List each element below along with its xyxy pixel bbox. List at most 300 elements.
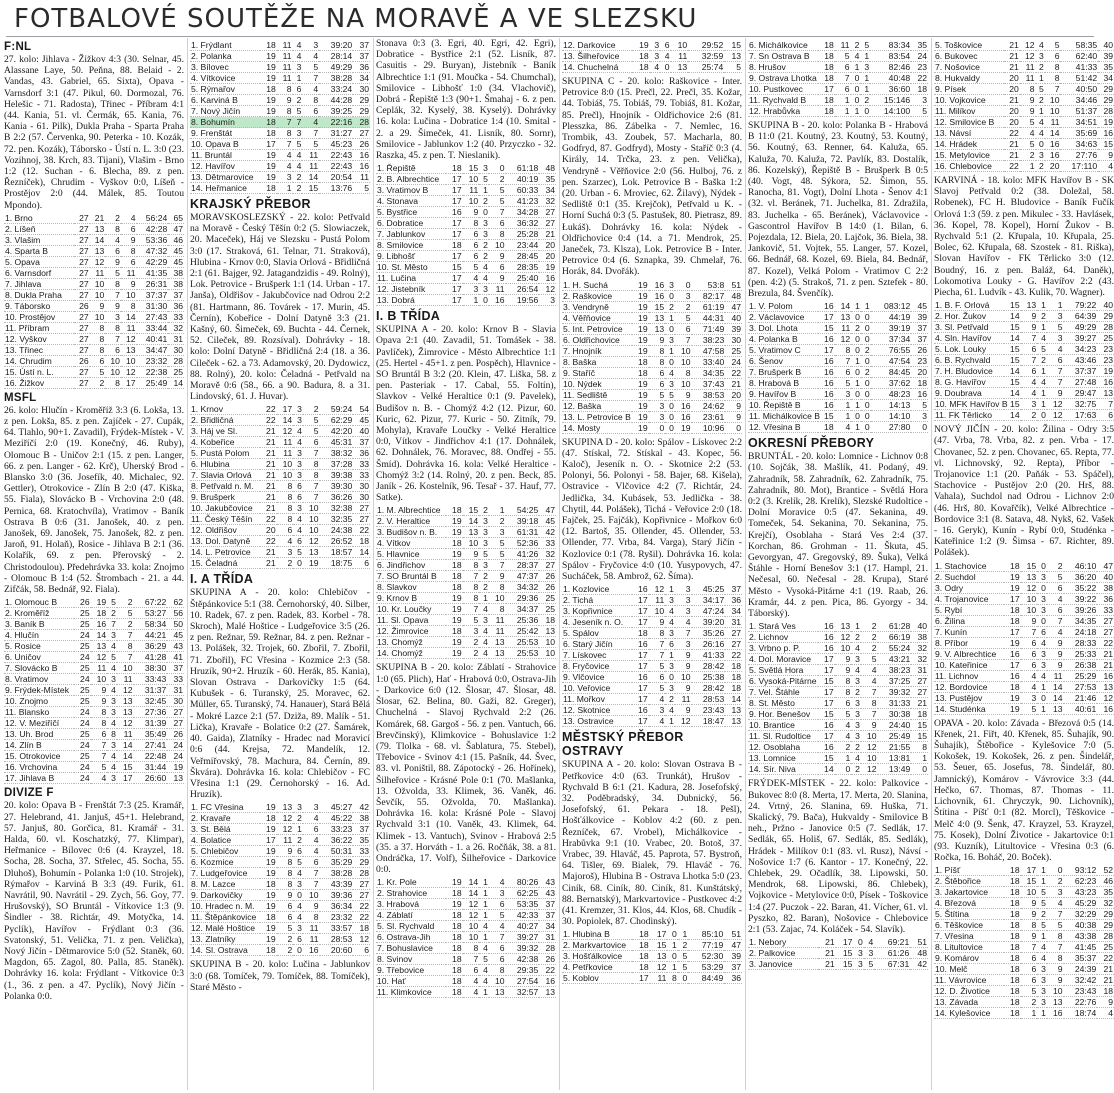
table-cell: 2 bbox=[851, 687, 861, 698]
table-cell: 21:46 bbox=[1064, 692, 1098, 703]
table-cell: 19 bbox=[1004, 637, 1021, 648]
table-row bbox=[748, 676, 928, 687]
table-cell: 15 bbox=[818, 323, 835, 334]
table-cell: 7 bbox=[1045, 84, 1061, 95]
table-row bbox=[748, 422, 928, 433]
table-cell: 3 bbox=[1047, 333, 1064, 344]
table-cell: 47 bbox=[539, 505, 556, 516]
table-row bbox=[934, 692, 1114, 703]
table-cell: 17 bbox=[818, 731, 835, 742]
table-cell: 21 bbox=[818, 959, 836, 970]
table-cell: 37 bbox=[353, 40, 370, 51]
table-cell: 84:49 bbox=[688, 973, 724, 984]
table-cell: 28:33 bbox=[1064, 637, 1098, 648]
table-cell: 31:33 bbox=[878, 698, 912, 709]
table-row bbox=[934, 73, 1114, 84]
table-cell: 12 bbox=[650, 962, 668, 973]
table-cell: 18 bbox=[1004, 942, 1021, 953]
team-name: 16. Chlebovice bbox=[934, 161, 1004, 172]
table-cell: 25 bbox=[168, 366, 184, 377]
table-cell: 7 bbox=[1021, 626, 1038, 637]
team-name: 3. Odry bbox=[934, 582, 1004, 593]
table-cell: 24 bbox=[911, 51, 928, 62]
table-cell: 36 bbox=[725, 595, 742, 606]
table-cell: 9 bbox=[91, 685, 108, 696]
team-name: 13. L. Petrovice B bbox=[563, 411, 631, 422]
table-cell: 27:36 bbox=[134, 707, 168, 718]
table-cell: 18 bbox=[260, 945, 277, 956]
team-name: 7. Hnojník bbox=[562, 345, 632, 356]
table-cell: 4 bbox=[293, 912, 303, 923]
table-cell: 39:36 bbox=[320, 890, 354, 901]
table-row bbox=[190, 128, 370, 139]
table-cell: 27 bbox=[353, 514, 370, 525]
table-cell: 13 bbox=[650, 951, 668, 962]
table-cell: 3 bbox=[665, 595, 675, 606]
table-cell: 16 bbox=[1097, 377, 1114, 388]
table-cell: 45:23 bbox=[319, 139, 353, 150]
table-cell: 6 bbox=[489, 954, 506, 965]
table-cell: 8 bbox=[463, 943, 480, 954]
league-table bbox=[562, 40, 742, 73]
table-cell: 10 bbox=[489, 976, 506, 987]
table-cell: 16 bbox=[1097, 670, 1114, 681]
team-name: 2. Markvartovice bbox=[562, 940, 632, 951]
table-cell: 0 bbox=[851, 367, 861, 378]
table-row bbox=[190, 934, 370, 945]
table-row bbox=[376, 229, 556, 240]
table-row bbox=[934, 670, 1114, 681]
table-cell: 25:33 bbox=[1064, 648, 1098, 659]
table-cell: 8 bbox=[121, 245, 137, 256]
table-cell: 18 bbox=[632, 940, 650, 951]
table-cell: 19 bbox=[446, 637, 463, 648]
team-name: 6. Ostrava-Jih bbox=[376, 932, 446, 943]
table-cell: 3 bbox=[851, 654, 861, 665]
table-cell: 14 bbox=[1047, 692, 1064, 703]
table-cell: 36 bbox=[353, 448, 370, 459]
table-cell: 1 bbox=[1037, 322, 1047, 333]
table-cell: 19 bbox=[260, 824, 277, 835]
table-cell: 11 bbox=[650, 973, 668, 984]
table-cell: 4 bbox=[861, 665, 878, 676]
table-cell: 8 bbox=[303, 459, 320, 470]
table-row bbox=[748, 632, 928, 643]
table-cell: 3 bbox=[303, 802, 320, 813]
team-name: 9. Táborsko bbox=[4, 300, 74, 311]
table-row bbox=[190, 802, 370, 813]
table-row bbox=[934, 931, 1114, 942]
table-row bbox=[4, 355, 184, 366]
table-row bbox=[934, 128, 1114, 139]
table-row bbox=[4, 762, 184, 773]
table-cell: 5 bbox=[293, 139, 303, 150]
table-cell: 4 bbox=[1047, 898, 1064, 909]
team-name: 9. Krnov B bbox=[376, 593, 446, 604]
table-row bbox=[562, 334, 742, 345]
table-cell: 8 bbox=[1045, 62, 1061, 73]
table-cell: 14 bbox=[1004, 333, 1021, 344]
table-cell: 6 bbox=[1021, 648, 1038, 659]
table-cell: 15 bbox=[1004, 322, 1021, 333]
section-heading: I. A TŘÍDA bbox=[190, 572, 254, 587]
table-cell: 39:27 bbox=[506, 932, 540, 943]
table-cell: 15:146 bbox=[870, 95, 911, 106]
table-cell: 0 bbox=[851, 389, 861, 400]
table-cell: 0 bbox=[649, 422, 666, 433]
table-cell: 47:58 bbox=[692, 345, 726, 356]
table-cell: 2 bbox=[678, 940, 688, 951]
table-cell: 26 bbox=[74, 300, 90, 311]
table-cell: 19 bbox=[260, 172, 277, 183]
table-cell: 12 bbox=[121, 366, 137, 377]
table-cell: 18 bbox=[818, 422, 835, 433]
table-cell: 2 bbox=[463, 648, 480, 659]
table-cell: 1 bbox=[479, 593, 489, 604]
team-name: 13. Návsí bbox=[934, 128, 1004, 139]
table-cell: 5 bbox=[864, 959, 874, 970]
table-cell: 6 bbox=[277, 912, 294, 923]
table-cell: 21 bbox=[260, 558, 277, 569]
table-cell: 23 bbox=[1097, 344, 1114, 355]
table-cell: 53:8 bbox=[692, 280, 726, 291]
table-cell: 18 bbox=[725, 683, 742, 694]
table-cell: 30 bbox=[725, 334, 742, 345]
table-cell: 18 bbox=[1004, 920, 1021, 931]
table-cell: 7 bbox=[302, 128, 319, 139]
table-row bbox=[190, 40, 370, 51]
team-name: 3. Háj ve Sl. bbox=[190, 426, 260, 437]
table-cell: 39:32 bbox=[878, 687, 912, 698]
table-cell: 21 bbox=[260, 459, 277, 470]
table-row bbox=[190, 890, 370, 901]
results-paragraph: Stonava 0:3 (3. Egri, 40. Egri, 42. Egri), Dobratice - Bystřice 2:1 (52. Lisník, 87. Casuitis - 29. Buryan), Jistebník - Baník Albrechtice 1:1 (91. Moučka - 54. Chumchal), Smilovice - Libhošť 1:0 (34. Vlachovič), Dobrá - Řepiště 1:3 (90+1. Šmahaj - 6. z pen. Ceplák, 32. Kyselý, 38. Kyselý). Dohrávky 16. kola: Lučina - Dobratice 1:4 (10. Smital - 2. a 29. Šimeček, 41. Lisník, 80. Sornr), Smilovice - Jablunkov 1:2 (40. Przyczko - 32. Raszka, 45. z pen. T. Nieslanik). bbox=[376, 38, 556, 162]
table-cell: 2 bbox=[675, 301, 692, 312]
table-cell: 13 bbox=[489, 648, 506, 659]
table-cell: 8 bbox=[105, 322, 121, 333]
team-name: 14. Chrudim bbox=[4, 355, 74, 366]
table-cell: 26 bbox=[539, 582, 556, 593]
team-name: 4. Sln. Havířov bbox=[934, 333, 1004, 344]
table-row bbox=[934, 997, 1114, 1008]
table-cell: 9 bbox=[1047, 659, 1064, 670]
table-cell: 0 bbox=[851, 312, 861, 323]
table-cell: 28:42 bbox=[692, 661, 726, 672]
table-row bbox=[190, 824, 370, 835]
table-cell: 6 bbox=[649, 672, 666, 683]
table-cell: 25 bbox=[539, 604, 556, 615]
team-name: 10. Hať bbox=[376, 976, 446, 987]
table-cell: 18:74 bbox=[1064, 1008, 1098, 1019]
table-cell: 6 bbox=[649, 378, 666, 389]
section-heading: F:NL bbox=[4, 41, 32, 53]
table-cell: 14 bbox=[463, 516, 480, 527]
table-cell: 14 bbox=[1004, 410, 1021, 421]
team-name: 6. B. Rychvald bbox=[934, 355, 1004, 366]
table-cell: 24:38 bbox=[320, 525, 354, 536]
table-cell: 0 bbox=[1036, 139, 1045, 150]
table-cell: 10 bbox=[90, 278, 106, 289]
table-cell: 11 bbox=[303, 923, 320, 934]
table-row bbox=[4, 289, 184, 300]
table-cell: 13 bbox=[835, 621, 852, 632]
table-cell: 19 bbox=[167, 762, 184, 773]
table-cell: 2 bbox=[479, 196, 489, 207]
table-cell: 9 bbox=[90, 300, 106, 311]
table-cell: 3 bbox=[107, 630, 117, 641]
table-cell: 4 bbox=[489, 877, 506, 888]
table-cell: 22:76 bbox=[1064, 997, 1098, 1008]
results-paragraph: FRÝDEK-MÍSTEK - 22. kolo: Palkovice - Bukovec 8:0 (8. Merta, 17. Merta, 20. Slanina, 24. Vrtný, 26. Slanina, 69. Huška, 71. Skalický, 79. Bača), Hukvaldy - Smilovice B neh., Pržno - Janovice 0:5 (7. Sedlák, 17. Sedlák, 65. Holiš, 67. Sedlák, 85. Sedlák), Hrádek - Milíkov 0:1 (83. vl. Rusz), Návsí - Nošovice 1:7 (6. Kantor - 17. Konečný, 22. Chlebek, 29. Očadlík, 38. Lipowski, 50. Mendrok, 68. Lipowski, 86. Chlebek), Vojkovice - Metylovice 0:0, Písek - Toškovice 1:4 (27. Puczok - 22. Baran, 41. Vícher, 61. vl. Pyszko, 82. Baran), Nošovice - Chlebovice 2:1 (53. Zajac, 74. Koláček - 54. Slavík). bbox=[748, 778, 928, 935]
team-name: 12. Baška bbox=[562, 400, 632, 411]
table-cell: 13 bbox=[303, 547, 320, 558]
table-cell: 18 bbox=[446, 943, 463, 954]
table-cell: 11 bbox=[277, 835, 294, 846]
table-cell: 10 bbox=[105, 366, 121, 377]
table-cell: 5 bbox=[1037, 344, 1047, 355]
table-cell: 40:19 bbox=[506, 174, 540, 185]
table-cell: 22:16 bbox=[319, 117, 353, 128]
table-cell: 18 bbox=[260, 40, 277, 51]
table-cell: 1 bbox=[1037, 399, 1047, 410]
table-cell: 83:34 bbox=[870, 40, 911, 51]
table-cell: 5 bbox=[835, 51, 851, 62]
table-cell: 3 bbox=[479, 218, 489, 229]
table-cell: 19 bbox=[260, 150, 277, 161]
table-cell: 3 bbox=[1047, 887, 1064, 898]
section-heading: DIVIZE F bbox=[4, 787, 54, 800]
table-cell: 7 bbox=[835, 356, 852, 367]
table-cell: 3 bbox=[665, 628, 675, 639]
table-cell: 28:42 bbox=[692, 683, 726, 694]
table-cell: 3 bbox=[851, 731, 861, 742]
table-cell: 35:37 bbox=[1064, 953, 1098, 964]
table-cell: 32:35 bbox=[320, 514, 354, 525]
table-cell: 0 bbox=[851, 84, 861, 95]
team-name: 5. Int. Petrovice bbox=[562, 323, 632, 334]
table-row bbox=[748, 959, 928, 970]
table-cell: 8 bbox=[90, 333, 106, 344]
table-cell: 19 bbox=[632, 40, 650, 51]
table-cell: 12 bbox=[861, 742, 878, 753]
team-name: 12. Skotnice bbox=[562, 705, 632, 716]
table-cell: 16 bbox=[632, 584, 649, 595]
table-cell: 8 bbox=[1021, 920, 1038, 931]
team-name: 6. Uničov bbox=[4, 652, 74, 663]
team-name: 9. Frenštát bbox=[190, 128, 260, 139]
table-cell: 19 bbox=[1004, 703, 1021, 714]
table-row bbox=[190, 857, 370, 868]
table-cell: 33:43 bbox=[134, 674, 168, 685]
table-cell: 0 bbox=[861, 323, 871, 334]
team-name: 5. Rosice bbox=[4, 641, 74, 652]
table-row bbox=[190, 481, 370, 492]
table-row bbox=[376, 571, 556, 582]
table-cell: 19 bbox=[446, 615, 463, 626]
table-cell: 10 bbox=[1021, 887, 1038, 898]
table-cell: 10 bbox=[861, 731, 878, 742]
table-cell: 28 bbox=[168, 355, 184, 366]
team-name: 10. Kateřinice bbox=[934, 659, 1004, 670]
table-row bbox=[748, 106, 928, 117]
table-row bbox=[4, 256, 184, 267]
league-table bbox=[562, 280, 742, 434]
table-cell: 19 bbox=[632, 290, 649, 301]
table-row bbox=[190, 835, 370, 846]
table-cell: 50 bbox=[167, 619, 184, 630]
table-row bbox=[748, 621, 928, 632]
table-cell: 8 bbox=[489, 604, 506, 615]
table-cell: 39 bbox=[1098, 51, 1114, 62]
table-cell: 5 bbox=[479, 174, 489, 185]
table-cell: 6 bbox=[293, 934, 303, 945]
table-cell: 10 bbox=[463, 174, 480, 185]
table-cell: 19 bbox=[632, 400, 649, 411]
table-cell: 20 bbox=[1045, 161, 1061, 172]
table-cell: 39 bbox=[724, 951, 742, 962]
table-cell: 25:74 bbox=[688, 62, 724, 73]
table-cell: 6 bbox=[303, 857, 320, 868]
table-cell: 59:24 bbox=[320, 404, 354, 415]
table-cell: 22 bbox=[260, 536, 277, 547]
team-name: 6. Těškovice bbox=[934, 920, 1004, 931]
table-cell: 12 bbox=[463, 899, 480, 910]
table-cell: 25:40 bbox=[506, 273, 540, 284]
table-cell: 10 bbox=[463, 921, 480, 932]
table-cell: 17 bbox=[650, 929, 668, 940]
table-cell: 37 bbox=[911, 334, 928, 345]
table-cell: 34:37 bbox=[506, 604, 540, 615]
table-row bbox=[190, 525, 370, 536]
table-cell: 27 bbox=[539, 560, 556, 571]
table-cell: 0 bbox=[293, 945, 303, 956]
table-cell: 7 bbox=[117, 652, 134, 663]
table-cell: 28:53 bbox=[320, 934, 354, 945]
table-cell: 10 bbox=[121, 289, 137, 300]
table-row bbox=[190, 150, 370, 161]
table-row bbox=[376, 549, 556, 560]
team-name: 10. Řepiště B bbox=[748, 400, 818, 411]
table-cell: 27 bbox=[353, 879, 370, 890]
table-cell: 8 bbox=[649, 356, 666, 367]
table-cell: 28:37 bbox=[506, 560, 540, 571]
table-cell: 1 bbox=[665, 716, 675, 727]
table-cell: 3 bbox=[479, 163, 489, 174]
table-cell: 35 bbox=[911, 40, 928, 51]
table-cell: 10 bbox=[303, 525, 320, 536]
team-name: 7. Lískovec bbox=[562, 650, 632, 661]
team-name: 12. V. Meziříčí bbox=[4, 718, 74, 729]
table-cell: 24 bbox=[74, 652, 91, 663]
table-cell: 17 bbox=[818, 654, 835, 665]
table-cell: 67:31 bbox=[874, 959, 910, 970]
table-cell: 20 bbox=[1004, 84, 1020, 95]
table-row bbox=[4, 696, 184, 707]
table-row bbox=[748, 345, 928, 356]
table-cell: 7 bbox=[293, 117, 303, 128]
table-cell: 8 bbox=[105, 223, 121, 234]
table-row bbox=[748, 720, 928, 731]
team-name: 1. V. Polom bbox=[748, 301, 818, 312]
table-cell: 18 bbox=[632, 367, 649, 378]
team-name: 4. Jeseník n. O. bbox=[562, 617, 632, 628]
table-cell: 11 bbox=[90, 267, 106, 278]
table-cell: 16 bbox=[1004, 670, 1021, 681]
table-cell: 9 bbox=[675, 683, 692, 694]
table-cell: 6 bbox=[293, 481, 303, 492]
table-cell: 35 bbox=[1098, 62, 1114, 73]
table-row bbox=[4, 267, 184, 278]
results-paragraph: SKUPINA C - 20. kolo: Raškovice - Inter. Petrovice 8:0 (15. Prečl, 22. Prečl, 35. Kožar, 44. Tobiáš, 75. Tobiáš, 79. Tobiáš, 81. Kožar, 85. Prečl), Hnojník - Oldřichovice 2:6 (81. Plesszka, 86. Zábelka - 7. Nemlec, 16. Trombik, 43. Zoubek, 57. Macharla, 80. Godfryd, 87. Godfryd), Mosty - Staříč 0:3 (4. Király, 14. Trčka, 23. z pen. Velička), Vendryně - Věřňovice 2:0 (56. Hulboj, 76. z pen. Szarzec), Lok. Petrovice B - Baška 1:2 (20. Urban - 6. Mroviec, 62. Žilavý), Nýdek - Sedliště 0:1 (35. Krejčok), Petřvald u K. - Horní Suchá 0:3 (5. Pastušek, 80. Pietrasz, 89. Łukáš). Dohrávky 16. kola: Nýdek - Oldřichovice 0:4 (14. a 71. Mendrok, 25. Janeček, 73. Klsza), Lok. Petrovice B - Inter. Petrovice 0:4 (6. Sznapka, 39. Chmelař, 76. Horák, 84. Dvořák). bbox=[562, 76, 742, 278]
table-cell: 2 bbox=[479, 251, 489, 262]
table-cell: 16 bbox=[632, 672, 649, 683]
table-cell: 15 bbox=[117, 762, 134, 773]
team-name: 10. Melč bbox=[934, 964, 1004, 975]
team-name: 8. Hrušov bbox=[748, 62, 818, 73]
team-name: 2. Štěbořice bbox=[934, 876, 1004, 887]
table-cell: 32 bbox=[168, 322, 184, 333]
table-cell: 25 bbox=[74, 608, 91, 619]
table-cell: 27 bbox=[74, 333, 90, 344]
team-name: 11. Sl. Rudoltice bbox=[748, 731, 818, 742]
table-cell: 7 bbox=[105, 333, 121, 344]
table-cell: 19 bbox=[632, 411, 649, 422]
table-cell: 7 bbox=[303, 868, 320, 879]
results-paragraph: NOVÝ JIČÍN - 20. kolo: Žilina - Odry 3:5 (47. Vrba, 78. Vrba, 82. z pen. Vrba - 17. Chovanec, 52. z pen. Chovanec, 65. Repta, 77. vl. Lichnovský, 92. Repta), Příbor - Trojanovice 1:1 (20. Paňák - 53. Spáčel), Stachovice - Pustějov 2:0 (20. Hrš, 88. Vahala), Suchdol nad Odrou - Lichnov 2:0 (46. Hrš, 80. Kovařčík), Velké Albrechtice - Bordovice 3:1 (8. Satava, 48. Nykš, 62. Vašek - 16. Geryk), Kunín - Rybí 0:0, Studénka - Kateřinice 1:2 (9. Šimsa - 67. Richter, 89. Polášek). bbox=[934, 424, 1114, 559]
table-cell: 17 bbox=[446, 218, 463, 229]
table-cell: 7 bbox=[107, 619, 117, 630]
team-name: 5. Štítina bbox=[934, 909, 1004, 920]
table-cell: 10 bbox=[675, 356, 692, 367]
table-cell: 38 bbox=[168, 278, 184, 289]
results-paragraph: SKUPINA A - 20. kolo: Krnov B - Slavia Opava 2:1 (40. Zavadil, 51. Tomášek - 38. Pavlíček), Žimrovice - Město Albrechtice 1:1 (25. Hertel - 45+1. z pen. Pospěch), Hlavnice - SO Bruntál B 3:2 (20. Klein, 47. Liška, 58. z pen. Pasteriak - 17. Cabal, 55. Foltín), Slavkov - Velké Heraltice 0:1 (9. Pavelek), Budišov n. B. - Chomýž 4:2 (12. Pizur, 60. Kuric, 62. Pizur, 77. Kuric - 50. Zitník, 79. Mohyla), Kravaře Loučky - Velké Heraltice 0:0, Vítkov - Jindřichov 4:1 (17. Dohnálek, 62. Dohnálek, 76. Moravec, 88. Ondřej - 55. Šmíd). Dohrávka 16. kola: Velké Heraltice - Chomýž 3:2 (14. Rolný, 20. z pen. Beck, 85. Janík - 26. Kostelník, 96. Tesař - 37. Hauf, 77. Satke). bbox=[376, 324, 556, 504]
table-cell: 34:23 bbox=[1064, 344, 1098, 355]
table-row bbox=[4, 751, 184, 762]
team-name: 10. Jakubčovice bbox=[190, 503, 260, 514]
table-row bbox=[4, 278, 184, 289]
table-cell: 46 bbox=[1097, 876, 1114, 887]
table-cell: 25:29 bbox=[1064, 670, 1098, 681]
table-cell: 21 bbox=[260, 448, 277, 459]
table-cell: 3 bbox=[675, 584, 692, 595]
table-cell: 18:75 bbox=[320, 558, 354, 569]
table-cell: 18 bbox=[446, 954, 463, 965]
table-cell: 17 bbox=[446, 251, 463, 262]
table-cell: 43:46 bbox=[1064, 355, 1098, 366]
league-table bbox=[376, 505, 556, 659]
table-cell: 47 bbox=[168, 223, 184, 234]
table-cell: 0 bbox=[861, 334, 871, 345]
table-cell: 45 bbox=[168, 245, 184, 256]
table-cell: 1 bbox=[835, 411, 852, 422]
table-row bbox=[934, 876, 1114, 887]
team-name: 6. Michálkovice bbox=[748, 40, 818, 51]
table-cell: 2 bbox=[479, 571, 489, 582]
table-cell: 35:22 bbox=[1064, 582, 1098, 593]
table-cell: 5 bbox=[649, 661, 666, 672]
table-row bbox=[190, 470, 370, 481]
league-table bbox=[748, 937, 928, 970]
table-cell: 13 bbox=[489, 637, 506, 648]
table-cell: 13 bbox=[121, 344, 137, 355]
table-cell: 1 bbox=[1047, 300, 1064, 311]
table-row bbox=[748, 687, 928, 698]
table-cell: 5 bbox=[277, 923, 294, 934]
table-cell: 4 bbox=[107, 685, 117, 696]
table-cell: 7 bbox=[675, 628, 692, 639]
table-cell: 17 bbox=[446, 295, 463, 306]
table-cell: 34:51 bbox=[1060, 117, 1098, 128]
